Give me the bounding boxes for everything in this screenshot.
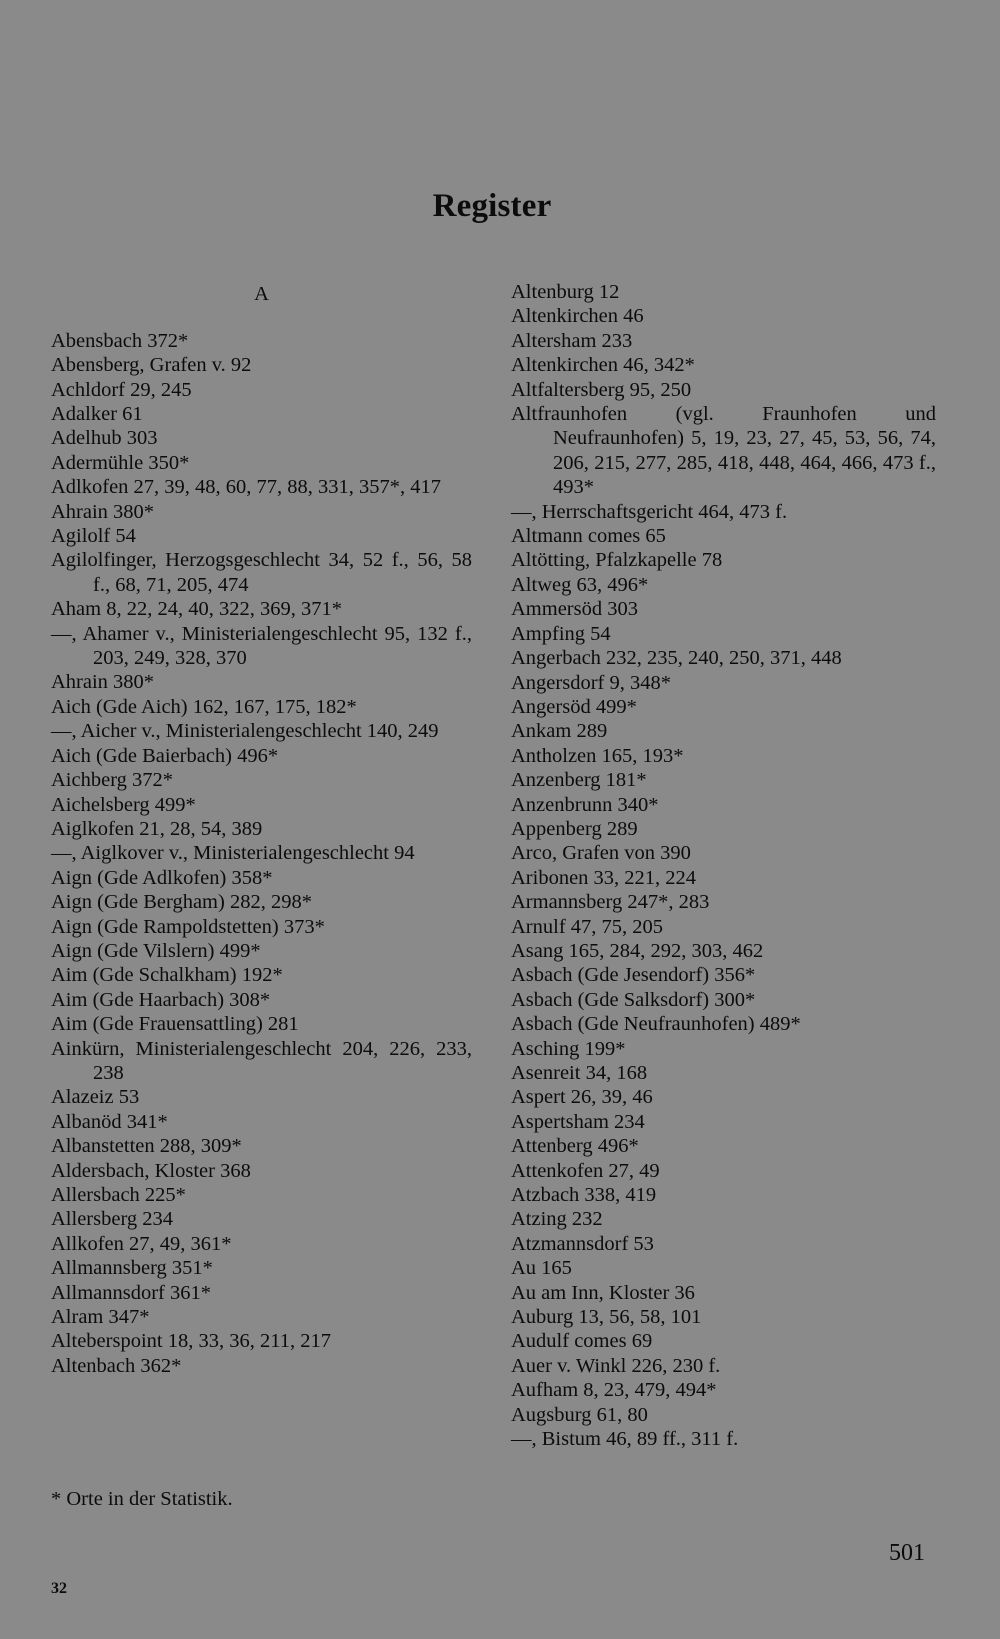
register-entry: Ammersöd 303 [511, 598, 638, 621]
register-entry: —, Aicher v., Ministerialengeschlecht 140, 249 [51, 720, 439, 743]
register-entry: Allersbach 225* [51, 1184, 186, 1207]
register-entry: Aichberg 372* [51, 769, 174, 792]
register-entry: Asang 165, 284, 292, 303, 462 [511, 939, 764, 962]
section-letter: A [254, 283, 269, 305]
register-entry: Aldersbach, Kloster 368 [51, 1159, 251, 1182]
register-entry: Altersham 233 [511, 329, 633, 352]
register-entry: Audulf comes 69 [511, 1330, 653, 1353]
register-entry: Altenburg 12 [511, 281, 620, 303]
register-entry: Alram 347* [51, 1306, 150, 1329]
register-entry: Altmann comes 65 [511, 525, 666, 548]
register-entry: Abensberg, Grafen v. 92 [51, 354, 252, 377]
register-entry: Altötting, Pfalzkapelle 78 [511, 549, 723, 572]
register-entry: Attenkofen 27, 49 [511, 1159, 660, 1182]
register-entry: Aspertsham 234 [511, 1110, 645, 1133]
signature-mark: 32 [51, 1580, 67, 1597]
register-entry: Atzmannsdorf 53 [511, 1232, 654, 1255]
register-entry: Aiglkofen 21, 28, 54, 389 [51, 817, 263, 840]
register-entry: —, Bistum 46, 89 ff., 311 f. [511, 1428, 739, 1451]
register-entry: Asenreit 34, 168 [511, 1062, 648, 1084]
register-entry: Allersberg 234 [51, 1208, 174, 1231]
register-entry: Armannsberg 247*, 283 [511, 891, 710, 914]
register-entry: Ahrain 380* [51, 671, 155, 694]
register-entry: Altenbach 362* [51, 1354, 182, 1377]
register-entry: Anzenberg 181* [511, 769, 647, 792]
register-entry: Appenberg 289 [511, 817, 638, 840]
register-entry: Aign (Gde Vilslern) 499* [51, 939, 261, 962]
register-entry: Adlkofen 27, 39, 48, 60, 77, 88, 331, 357*, 417 [51, 476, 442, 499]
register-entry: Achldorf 29, 245 [51, 378, 192, 401]
register-entry: Adermühle 350* [51, 451, 190, 474]
register-entry: Aichelsberg 499* [51, 793, 196, 816]
register-entry: Alteberspoint 18, 33, 36, 211, 217 [51, 1330, 331, 1353]
register-entry: Allmannsdorf 361* [51, 1281, 211, 1304]
register-entry: Ankam 289 [511, 720, 608, 743]
register-entry: Adalker 61 [51, 403, 143, 426]
register-entry: Aich (Gde Aich) 162, 167, 175, 182* [51, 695, 357, 718]
register-entry: Au 165 [511, 1257, 572, 1280]
register-entry: Aham 8, 22, 24, 40, 322, 369, 371* [51, 598, 342, 621]
register-entry: Ampfing 54 [511, 622, 611, 645]
register-entry: Au am Inn, Kloster 36 [511, 1281, 695, 1304]
register-entry: Attenberg 496* [511, 1135, 639, 1158]
register-entry: Agilolf 54 [51, 525, 136, 548]
register-entry: Anzenbrunn 340* [511, 793, 659, 816]
footnote: * Orte in der Statistik. [51, 1488, 233, 1510]
register-entry: Aich (Gde Baierbach) 496* [51, 744, 279, 767]
register-entry: Altweg 63, 496* [511, 573, 649, 596]
register-column-left [51, 280, 472, 1378]
register-entry: Adelhub 303 [51, 427, 158, 450]
register-entry: Allkofen 27, 49, 361* [51, 1232, 232, 1255]
register-entry: Agilolfinger, Herzogsgeschlecht 34, 52 f., 56, 58 f., 68, 71, 205, 474 [51, 549, 472, 596]
register-entry: Aign (Gde Adlkofen) 358* [51, 866, 273, 889]
register-entry: Augsburg 61, 80 [511, 1403, 648, 1426]
register-entry: Angerbach 232, 235, 240, 250, 371, 448 [511, 647, 842, 670]
register-entry: Ahrain 380* [51, 500, 155, 523]
register-entry: Albanöd 341* [51, 1110, 168, 1133]
register-entry: Abensbach 372* [51, 329, 189, 352]
register-entry: Ainkürn, Ministerialengeschlecht 204, 226, 233, 238 [51, 1037, 472, 1084]
register-entry: Altenkirchen 46 [511, 305, 644, 328]
register-entry: Altfraunhofen (vgl. Fraunhofen und Neufraunhofen) 5, 19, 23, 27, 45, 53, 56, 74, 206, 215, 277, 285, 418, 448, 464, 466, 473 f., 493* [511, 403, 936, 499]
register-entry: Aufham 8, 23, 479, 494* [511, 1379, 717, 1402]
register-entry: Altenkirchen 46, 342* [511, 354, 695, 377]
register-entry: Asching 199* [511, 1037, 626, 1060]
register-entry: Allmannsberg 351* [51, 1257, 213, 1280]
register-entry: Arnulf 47, 75, 205 [511, 915, 664, 938]
register-entry: Arco, Grafen von 390 [511, 842, 691, 865]
register-entry: —, Aiglkover v., Ministerialengeschlecht 94 [51, 842, 415, 865]
register-entry: Atzing 232 [511, 1208, 603, 1231]
register-entry: Auburg 13, 56, 58, 101 [511, 1306, 702, 1329]
register-entry: Angersdorf 9, 348* [511, 671, 671, 694]
page-title [0, 188, 1000, 225]
register-entry: Aim (Gde Frauensattling) 281 [51, 1013, 299, 1036]
register-entry: Altfaltersberg 95, 250 [511, 378, 692, 401]
register-entry: Asbach (Gde Neufraunhofen) 489* [511, 1013, 801, 1036]
register-entry: Albanstetten 288, 309* [51, 1135, 242, 1158]
register-entry: Asbach (Gde Jesendorf) 356* [511, 964, 756, 987]
register-entry: Antholzen 165, 193* [511, 744, 684, 767]
register-entry: Asbach (Gde Salksdorf) 300* [511, 988, 756, 1011]
register-entry: —, Ahamer v., Ministerialengeschlecht 95, 132 f., 203, 249, 328, 370 [51, 622, 472, 670]
register-entry: Aign (Gde Bergham) 282, 298* [51, 891, 312, 914]
register-entry: Aim (Gde Schalkham) 192* [51, 964, 283, 987]
register-entry: Atzbach 338, 419 [511, 1184, 657, 1207]
register-entry: Alazeiz 53 [51, 1086, 140, 1109]
register-entry: Aim (Gde Haarbach) 308* [51, 988, 271, 1011]
register-entry: Angersöd 499* [511, 695, 637, 718]
page-title-text: Register [432, 188, 552, 224]
page-number: 501 [889, 1540, 925, 1566]
register-entry: —, Herrschaftsgericht 464, 473 f. [511, 500, 788, 523]
register-entry: Aspert 26, 39, 46 [511, 1086, 653, 1109]
register-entry: Aign (Gde Rampoldstetten) 373* [51, 915, 325, 938]
register-entry: Auer v. Winkl 226, 230 f. [511, 1354, 721, 1377]
register-entry: Aribonen 33, 221, 224 [511, 866, 697, 889]
register-column-right [511, 280, 936, 1452]
